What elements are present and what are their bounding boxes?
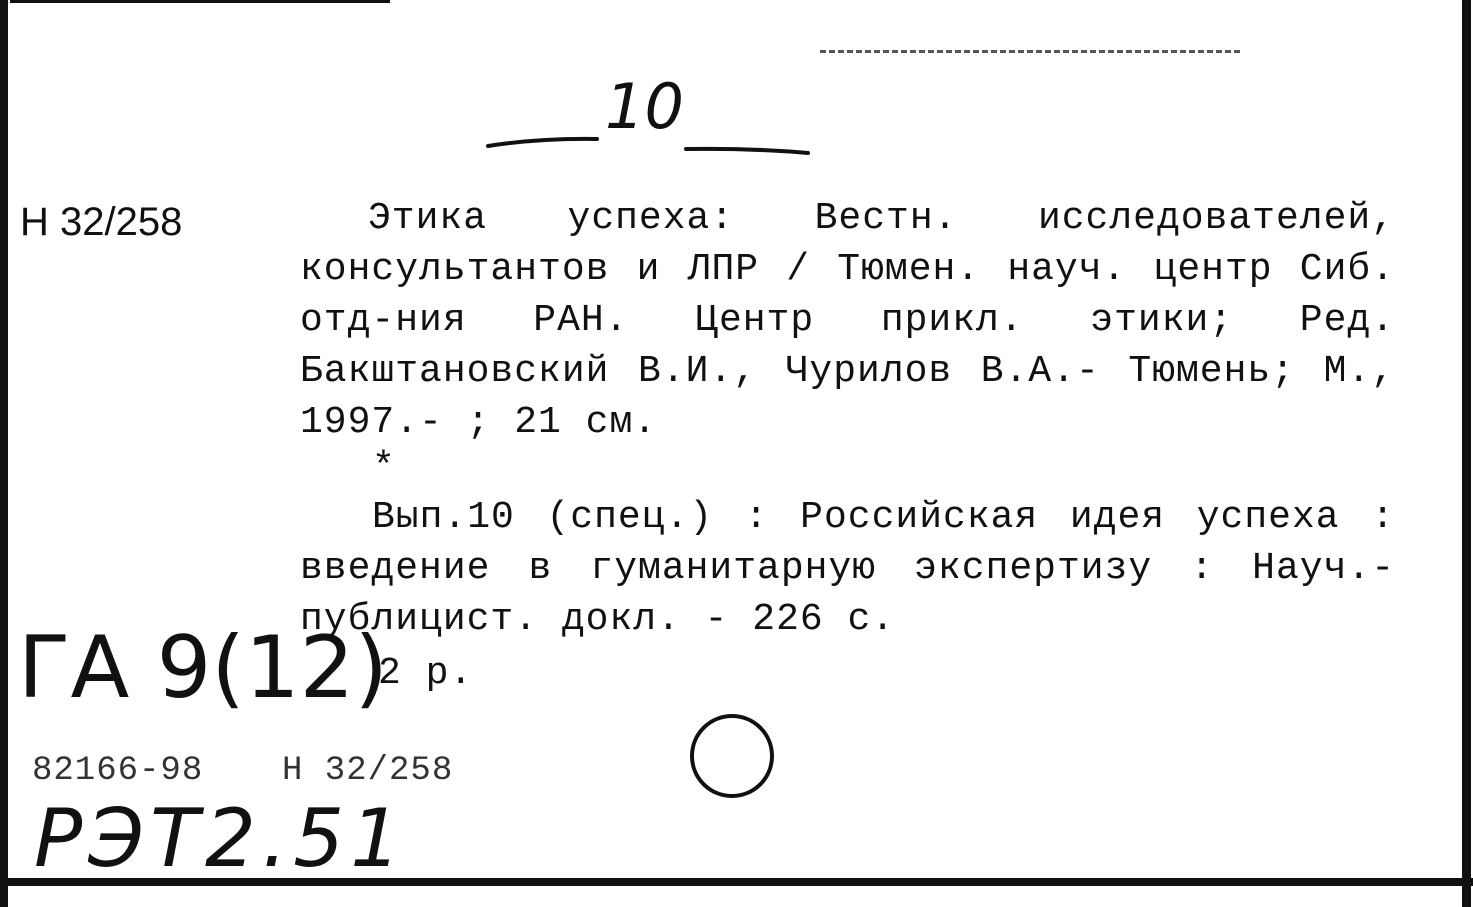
issue-line-3: публицист. докл. - 226 с. [300, 598, 896, 641]
punch-hole [688, 712, 778, 802]
price: 2 р. [378, 652, 474, 695]
description-line-3: отд-ния РАН. Центр прикл. этики; Ред. [300, 299, 1395, 342]
page-number: 10 [605, 70, 684, 143]
card-border-left [0, 0, 8, 907]
description-line-2: консультантов и ЛПР / Тюмен. науч. центр Сиб. [300, 248, 1395, 291]
handwritten-code: РЭТ2.51 [34, 792, 408, 885]
asterisk: * [372, 446, 396, 489]
handwritten-note: ГА 9(12) [18, 618, 388, 718]
description-line-4: Бакштановский В.И., Чурилов В.А.- Тюмень; М., [300, 350, 1395, 393]
description-line-5: 1997.- ; 21 см. [300, 401, 658, 444]
issue-line-1: Вып.10 (спец.) : Российская идея успеха : [372, 496, 1395, 539]
card-border-right [1462, 0, 1471, 907]
card-border-top [10, 0, 390, 3]
description-line-1: Этика успеха: Вестн. исследователей, [368, 197, 1395, 240]
issue-line-2: введение в гуманитарную экспертизу : Науч.- [300, 547, 1395, 590]
shelfmark-repeat: Н 32/258 [282, 752, 454, 790]
accession-number: 82166-98 [32, 752, 204, 790]
dashed-rule [820, 50, 1240, 53]
shelfmark: Н 32/258 [20, 200, 183, 244]
